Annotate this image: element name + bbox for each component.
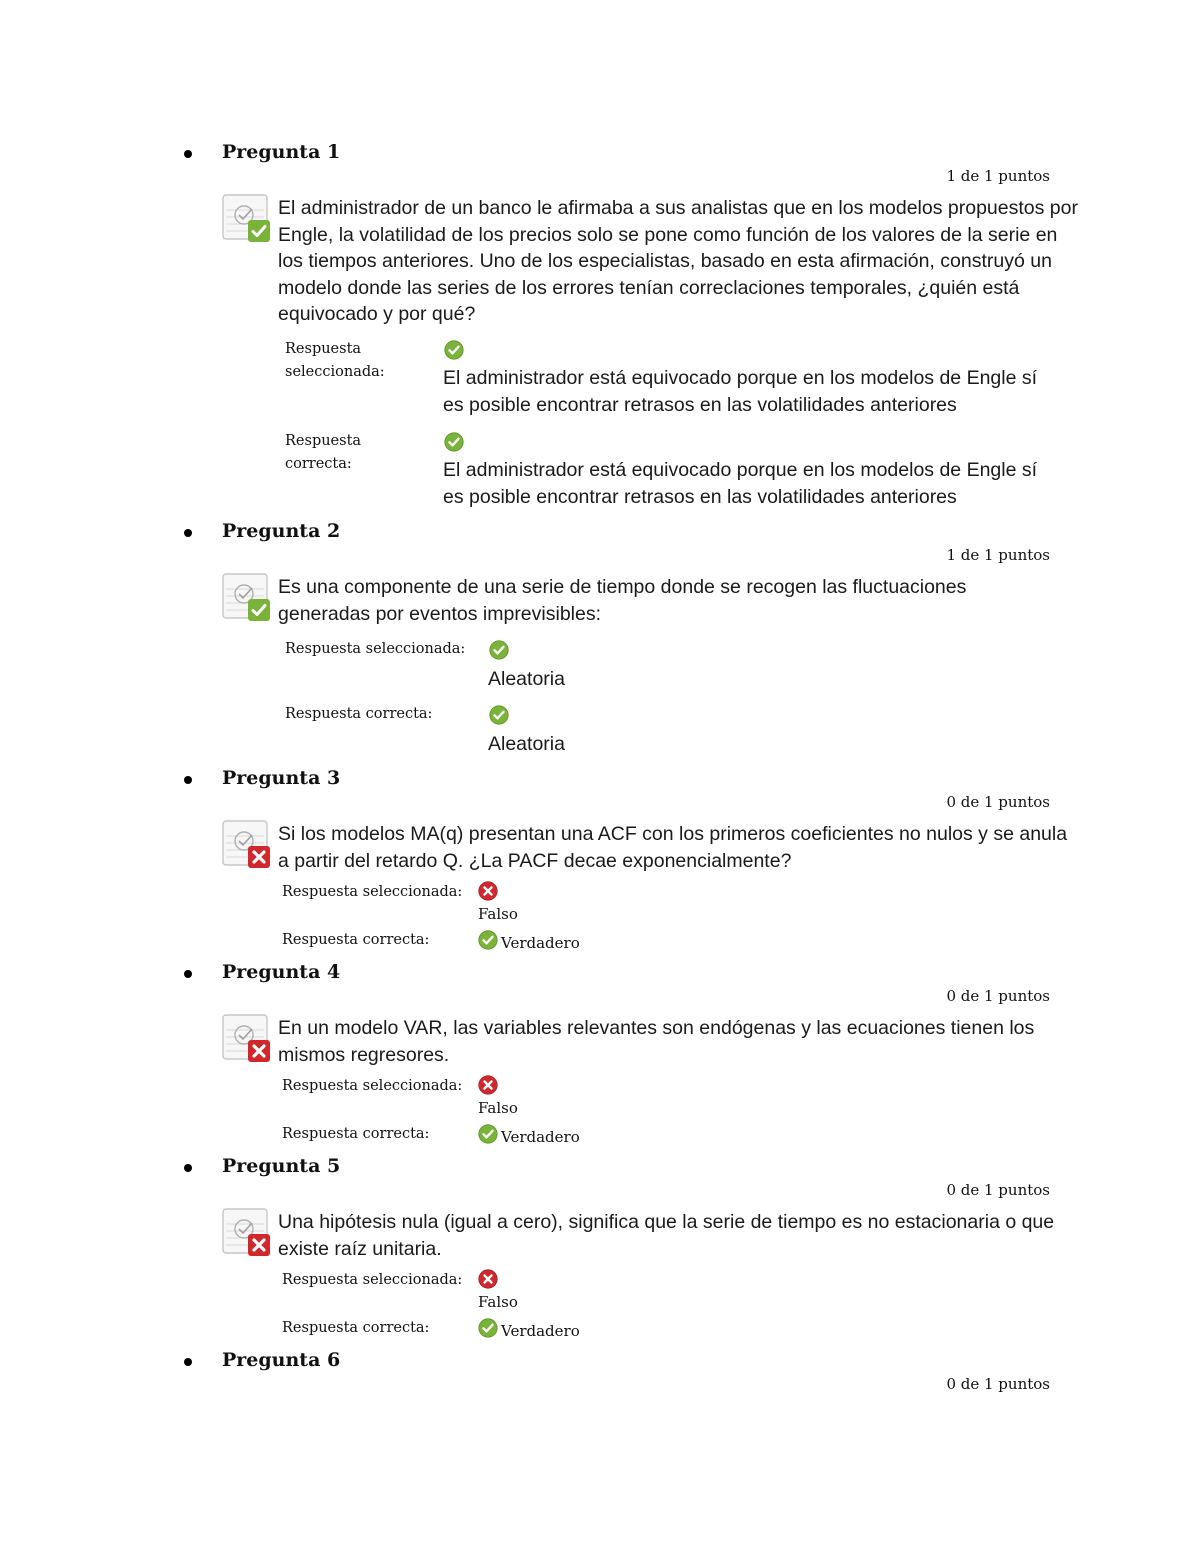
graded-incorrect-icon xyxy=(222,1208,272,1258)
bullet xyxy=(184,776,192,784)
question-title: Pregunta 6 xyxy=(222,1349,341,1371)
question-text: Una hipótesis nula (igual a cero), significa que la serie de tiempo es no estacionaria o que existe raíz unitaria. xyxy=(278,1211,1055,1260)
selected-answer-label: Respuesta seleccionada: xyxy=(285,341,385,380)
red-x-circle-icon xyxy=(478,1075,498,1095)
selected-answer-text: El administrador está equivocado porque en los modelos de Engle sí es posible encontrar retrasos en las volatilidades anteriores xyxy=(443,367,1038,416)
question-text: En un modelo VAR, las variables relevantes son endógenas y las ecuaciones tienen los mismos regresores. xyxy=(278,1017,1035,1066)
question-title: Pregunta 2 xyxy=(222,520,341,542)
green-check-circle-icon xyxy=(489,640,509,660)
green-check-circle-icon xyxy=(489,705,509,725)
question-points: 1 de 1 puntos xyxy=(946,546,1050,564)
selected-answer-label: Respuesta seleccionada: xyxy=(282,884,463,900)
correct-answer-text: Verdadero xyxy=(501,1322,580,1340)
selected-answer-text: Falso xyxy=(478,1293,518,1311)
selected-answer-label: Respuesta seleccionada: xyxy=(285,641,466,657)
question-points: 0 de 1 puntos xyxy=(946,1181,1050,1199)
bullet xyxy=(184,1358,192,1366)
question-text: El administrador de un banco le afirmaba a sus analistas que en los modelos propuestos por Engle, la volatilidad de los precios solo se pone como función de los valores de la serie en los tiempos anteriores. Uno de los especialistas, basado en esta afirmación, construyó un modelo donde las series de los errores tenían correclaciones temporales, ¿quién está equivocado y por qué? xyxy=(278,197,1078,325)
correct-answer-text: Aleatoria xyxy=(488,733,565,755)
green-check-circle-icon xyxy=(478,1318,498,1338)
graded-correct-icon xyxy=(222,194,272,244)
selected-answer-label: Respuesta seleccionada: xyxy=(282,1272,463,1288)
correct-answer-label: Respuesta correcta: xyxy=(282,932,430,948)
graded-correct-icon xyxy=(222,573,272,623)
red-x-circle-icon xyxy=(478,881,498,901)
bullet xyxy=(184,1164,192,1172)
bullet xyxy=(184,150,192,158)
graded-incorrect-icon xyxy=(222,1014,272,1064)
question-points: 0 de 1 puntos xyxy=(946,1375,1050,1393)
question-title: Pregunta 3 xyxy=(222,767,341,789)
selected-answer-text: Falso xyxy=(478,1099,518,1117)
question-text: Si los modelos MA(q) presentan una ACF con los primeros coeficientes no nulos y se anula a partir del retardo Q. ¿La PACF decae exponencialmente? xyxy=(278,823,1068,872)
graded-incorrect-icon xyxy=(222,820,272,870)
green-check-circle-icon xyxy=(478,1124,498,1144)
red-x-circle-icon xyxy=(478,1269,498,1289)
bullet xyxy=(184,970,192,978)
selected-answer-label: Respuesta seleccionada: xyxy=(282,1078,463,1094)
correct-answer-text: Verdadero xyxy=(501,1128,580,1146)
correct-answer-text: El administrador está equivocado porque en los modelos de Engle sí es posible encontrar retrasos en las volatilidades anteriores xyxy=(443,459,1038,508)
question-text: Es una componente de una serie de tiempo donde se recogen las fluctuaciones generadas por eventos imprevisibles: xyxy=(278,576,967,625)
question-points: 0 de 1 puntos xyxy=(946,987,1050,1005)
correct-answer-label: Respuesta correcta: xyxy=(282,1320,430,1336)
question-title: Pregunta 4 xyxy=(222,961,341,983)
green-check-circle-icon xyxy=(478,930,498,950)
question-title: Pregunta 5 xyxy=(222,1155,341,1177)
question-title: Pregunta 1 xyxy=(222,141,341,163)
green-check-circle-icon xyxy=(444,340,464,360)
correct-answer-label: Respuesta correcta: xyxy=(285,433,362,472)
selected-answer-text: Aleatoria xyxy=(488,668,565,690)
bullet xyxy=(184,529,192,537)
green-check-circle-icon xyxy=(444,432,464,452)
question-points: 1 de 1 puntos xyxy=(946,167,1050,185)
selected-answer-text: Falso xyxy=(478,905,518,923)
correct-answer-label: Respuesta correcta: xyxy=(285,706,433,722)
correct-answer-text: Verdadero xyxy=(501,934,580,952)
question-points: 0 de 1 puntos xyxy=(946,793,1050,811)
correct-answer-label: Respuesta correcta: xyxy=(282,1126,430,1142)
